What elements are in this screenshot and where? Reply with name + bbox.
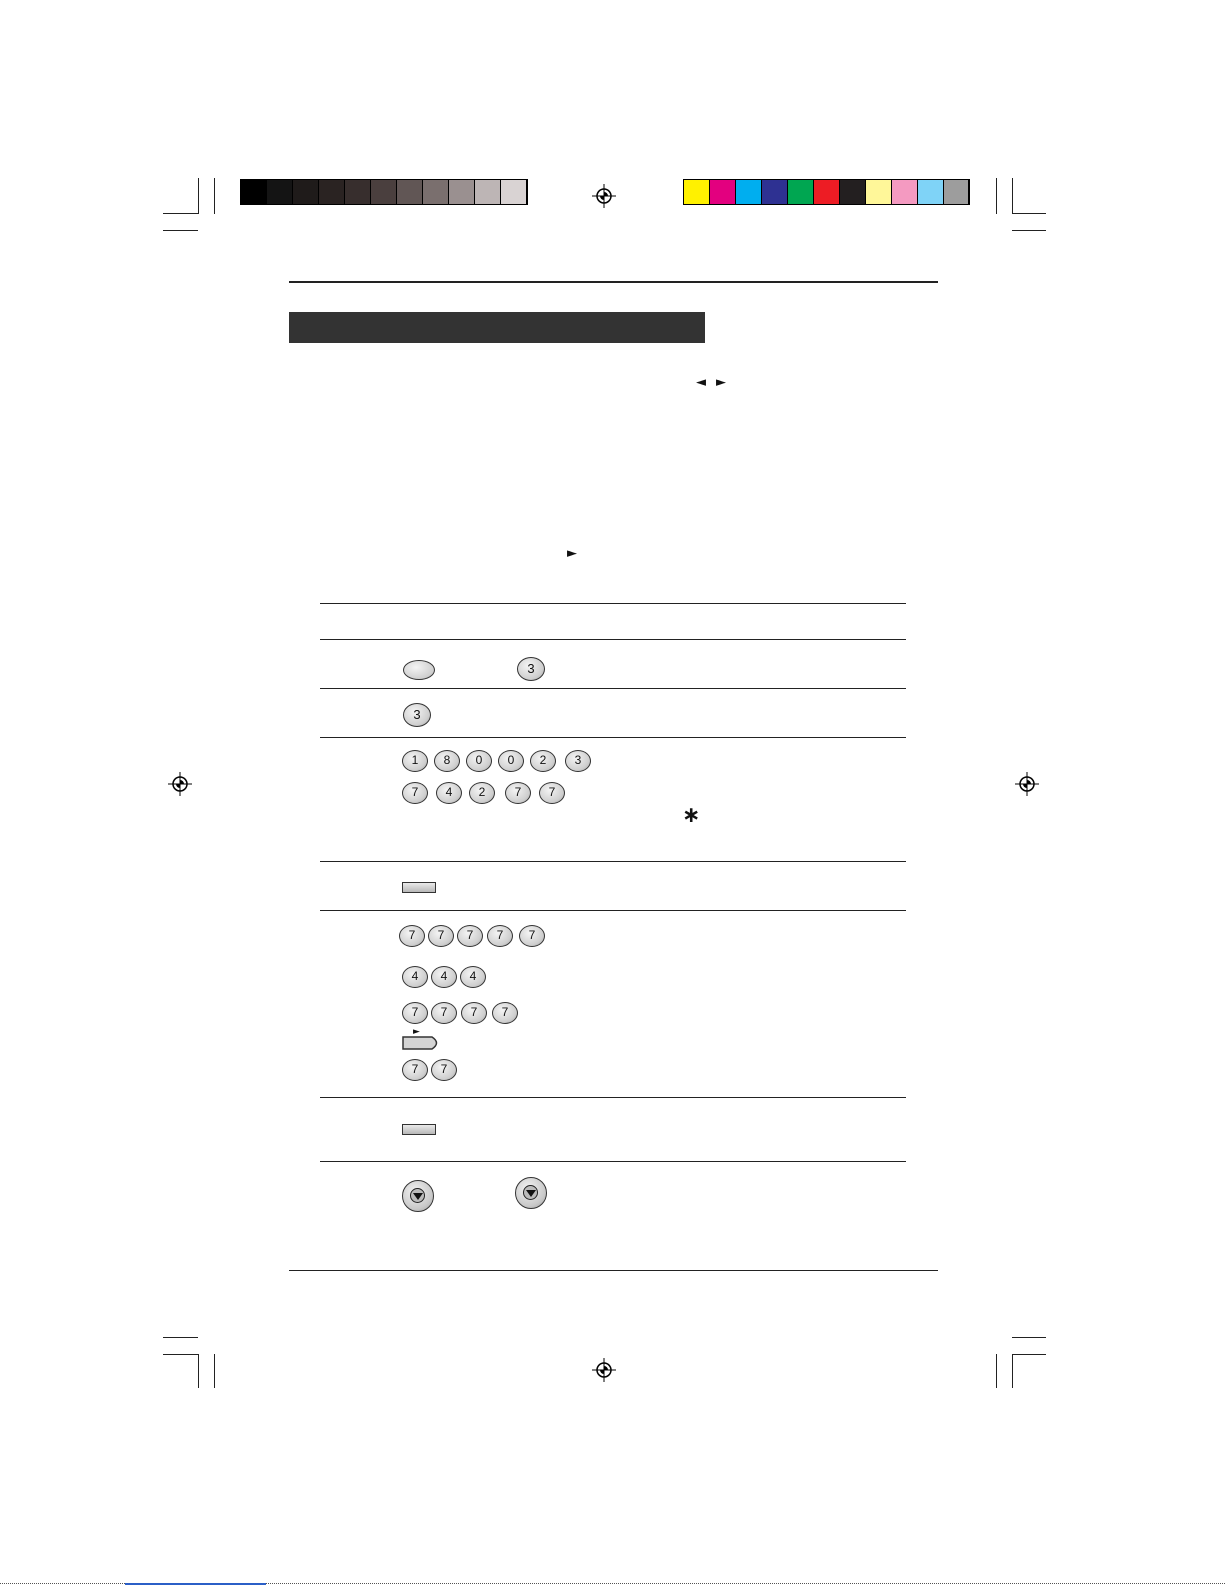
color-swatch (788, 180, 814, 204)
keypad-key[interactable]: 7 (431, 1002, 457, 1024)
keypad-key[interactable]: 4 (402, 966, 428, 988)
keypad-key[interactable]: 4 (436, 782, 462, 804)
header-rule (289, 281, 938, 283)
keypad-key[interactable]: 2 (469, 782, 495, 804)
footer-rule (289, 1270, 938, 1271)
gray-swatch (501, 180, 527, 204)
right-arrow-key[interactable] (402, 1036, 442, 1050)
keypad-key[interactable]: 4 (431, 966, 457, 988)
down-triangle-icon (526, 1190, 536, 1197)
section-title-band (289, 312, 705, 343)
start-stop-key[interactable] (402, 1180, 434, 1212)
asterisk-icon: ∗ (682, 803, 701, 828)
registration-target-icon (592, 1358, 616, 1382)
color-swatch (866, 180, 892, 204)
registration-target-icon (1015, 772, 1039, 796)
gray-swatch (293, 180, 319, 204)
right-arrow-icon: ► (413, 1027, 420, 1037)
gray-swatch (267, 180, 293, 204)
keypad-key[interactable]: 7 (492, 1002, 518, 1024)
registration-target-icon (592, 184, 616, 208)
gray-swatch (345, 180, 371, 204)
keypad-key[interactable]: 7 (457, 925, 483, 947)
color-swatch (944, 180, 969, 204)
color-swatch (918, 180, 944, 204)
start-stop-key[interactable] (515, 1177, 547, 1209)
registration-target-icon (168, 772, 192, 796)
keypad-key[interactable]: 0 (466, 750, 492, 772)
left-arrow-icon: ◄ (696, 375, 706, 390)
keypad-key[interactable]: 2 (530, 750, 556, 772)
gray-swatch (241, 180, 267, 204)
color-swatch (762, 180, 788, 204)
down-triangle-icon (413, 1193, 423, 1200)
keypad-key[interactable]: 7 (402, 1059, 428, 1081)
color-swatch (814, 180, 840, 204)
color-swatch (710, 180, 736, 204)
function-key[interactable] (403, 660, 435, 680)
gray-swatch (449, 180, 475, 204)
color-swatch (892, 180, 918, 204)
keypad-key[interactable]: 7 (431, 1059, 457, 1081)
keypad-key[interactable]: 0 (498, 750, 524, 772)
gray-swatch (397, 180, 423, 204)
keypad-key[interactable]: 7 (461, 1002, 487, 1024)
rectangular-function-key[interactable] (402, 882, 436, 893)
keypad-key[interactable]: 7 (402, 1002, 428, 1024)
gray-swatch (475, 180, 501, 204)
keypad-key[interactable]: 7 (399, 925, 425, 947)
keypad-key[interactable]: 7 (487, 925, 513, 947)
color-swatch (736, 180, 762, 204)
right-arrow-icon: ► (567, 546, 577, 561)
keypad-key[interactable]: 4 (460, 966, 486, 988)
keypad-key[interactable]: 7 (539, 782, 565, 804)
keypad-key[interactable]: 3 (565, 750, 591, 772)
keypad-key[interactable]: 7 (402, 782, 428, 804)
gray-swatch (319, 180, 345, 204)
color-swatch (840, 180, 866, 204)
keypad-key[interactable]: 8 (434, 750, 460, 772)
gray-swatch (371, 180, 397, 204)
keypad-key[interactable]: 7 (428, 925, 454, 947)
right-arrow-icon: ► (716, 375, 726, 390)
rectangular-function-key[interactable] (402, 1124, 436, 1135)
keypad-key[interactable]: 3 (517, 657, 545, 681)
keypad-key[interactable]: 3 (403, 703, 431, 727)
keypad-key[interactable]: 7 (505, 782, 531, 804)
keypad-key[interactable]: 1 (402, 750, 428, 772)
keypad-key[interactable]: 7 (519, 925, 545, 947)
gray-swatch (423, 180, 449, 204)
color-swatch (684, 180, 710, 204)
